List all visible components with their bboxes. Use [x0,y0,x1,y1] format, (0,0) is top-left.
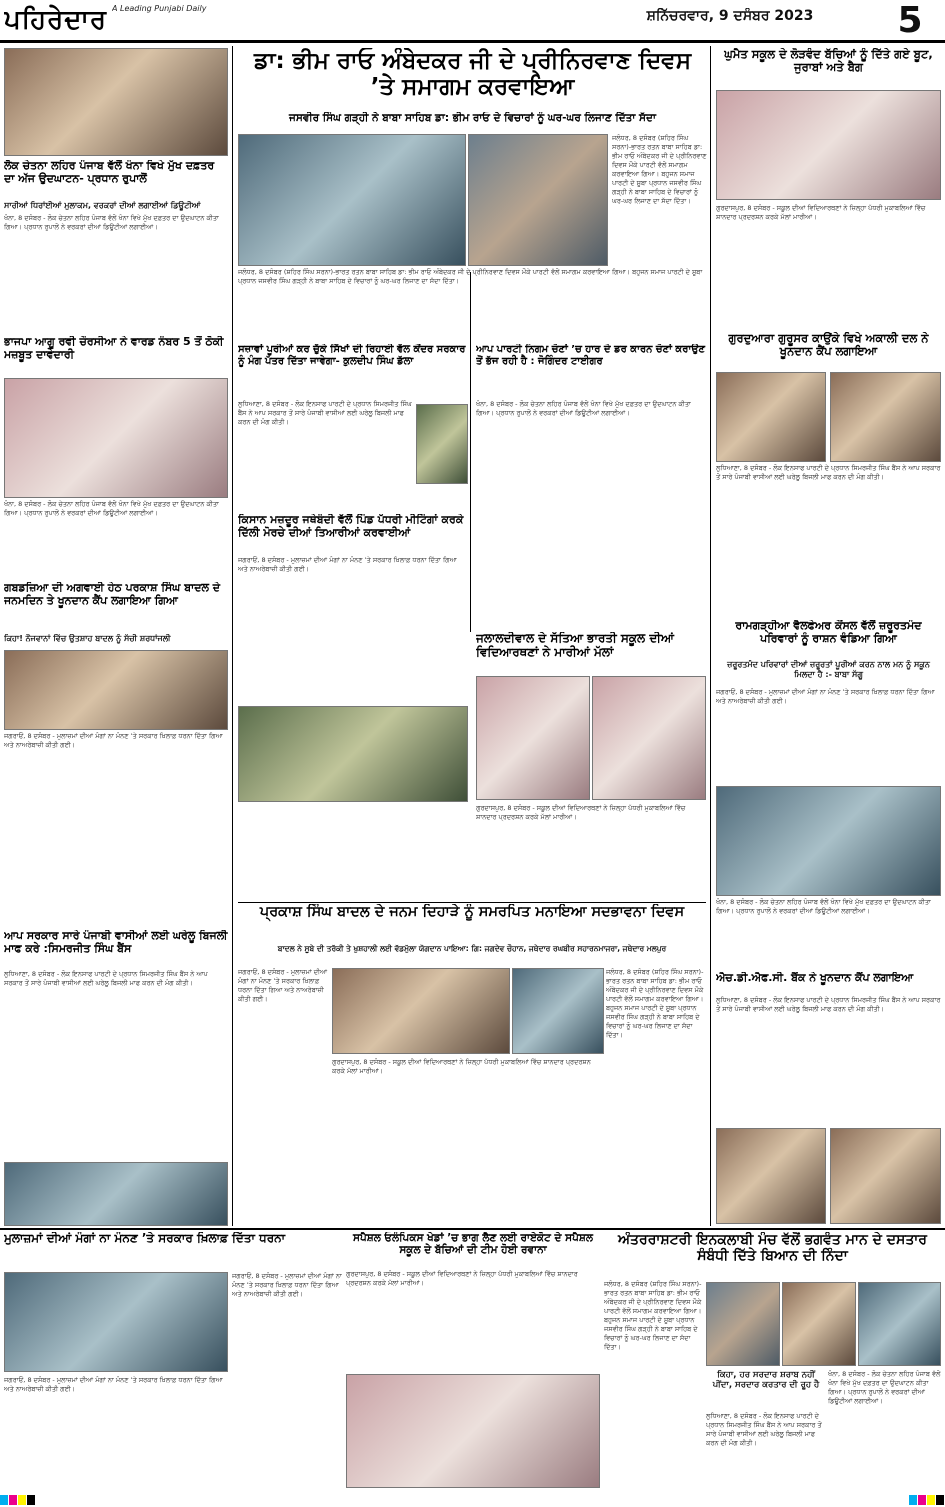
headline-kisan: ਕਿਸਾਨ ਮਜ਼ਦੂਰ ਜਥੇਬੰਦੀ ਵੱਲੋਂ ਪਿੰਡ ਪੱਧਰੀ ਮੀਟਿੰਗਾਂ ਕਰਕੇ ਦਿੱਲੀ ਮੋਰਚੇ ਦੀਆਂ ਤਿਆਰੀਆਂ ਕਰਵਾਈਆਂ [238,514,464,539]
color-swatches-left [0,1492,36,1507]
photo-blood-camp-badal [4,650,228,730]
issue-date: ਸ਼ਨਿੱਚਰਵਾਰ, 9 ਦਸੰਬਰ 2023 [646,8,814,24]
body-sadbhavna-1: ਜਗਰਾਓਂ, 8 ਦਸੰਬਰ - ਮੁਲਾਜ਼ਮਾਂ ਦੀਆਂ ਮੰਗਾਂ ਨਾ ਮੰਨਣ ’ਤੇ ਸਰਕਾਰ ਖ਼ਿਲਾਫ਼ ਧਰਨਾ ਦਿੱਤਾ ਗਿਆ ਅਤੇ ਨਾਅਰੇਬਾਜ਼ੀ ਕੀਤੀ ਗਈ। [238,968,328,1003]
color-swatches-right [909,1492,945,1507]
photo-bijli [4,1162,228,1226]
color-swatch [18,1495,26,1505]
photo-kisan-meeting [238,706,468,802]
subhead-lok-chetna: ਸਾਰੀਆਂ ਧਿਰਾਂਈਆਂ ਮੁਲਾਕਮ, ਵਰਕਰਾਂ ਦੀਆਂ ਲਗਾਈਆਂ ਡਿਊਟੀਆਂ [4,201,201,210]
body-jalaldiwal: ਗੁਰਦਾਸਪੁਰ, 8 ਦਸੰਬਰ - ਸਕੂਲ ਦੀਆਂ ਵਿਦਿਆਰਥਣਾਂ ਨੇ ਜ਼ਿਲ੍ਹਾ ਪੱਧਰੀ ਮੁਕਾਬਲਿਆਂ ਵਿੱਚ ਸ਼ਾਨਦਾਰ ਪ੍ਰਦਰਸ਼ਨ ਕਰਕੇ ਮੱਲਾਂ ਮਾਰੀਆਂ। [476,804,686,821]
body-blood-camp-badal: ਜਗਰਾਓਂ, 8 ਦਸੰਬਰ - ਮੁਲਾਜ਼ਮਾਂ ਦੀਆਂ ਮੰਗਾਂ ਨਾ ਮੰਨਣ ’ਤੇ ਸਰਕਾਰ ਖ਼ਿਲਾਫ਼ ਧਰਨਾ ਦਿੱਤਾ ਗਿਆ ਅਤੇ ਨਾਅਰੇਬਾਜ਼ੀ ਕੀਤੀ ਗਈ। [4,732,223,749]
body-special-olympics: ਗੁਰਦਾਸਪੁਰ, 8 ਦਸੰਬਰ - ਸਕੂਲ ਦੀਆਂ ਵਿਦਿਆਰਥਣਾਂ ਨੇ ਜ਼ਿਲ੍ਹਾ ਪੱਧਰੀ ਮੁਕਾਬਲਿਆਂ ਵਿੱਚ ਸ਼ਾਨਦਾਰ ਪ੍ਰਦਰਸ਼ਨ ਕਰਕੇ ਮੱਲਾਂ ਮਾਰੀਆਂ। [346,1270,578,1287]
color-swatch [927,1495,935,1505]
body-kisan: ਜਗਰਾਓਂ, 8 ਦਸੰਬਰ - ਮੁਲਾਜ਼ਮਾਂ ਦੀਆਂ ਮੰਗਾਂ ਨਾ ਮੰਨਣ ’ਤੇ ਸਰਕਾਰ ਖ਼ਿਲਾਫ਼ ਧਰਨਾ ਦਿੱਤਾ ਗਿਆ ਅਤੇ ਨਾਅਰੇਬਾਜ਼ੀ ਕੀਤੀ ਗਈ। [238,556,457,573]
body-bjp: ਖੰਨਾ, 8 ਦਸੰਬਰ - ਲੋਕ ਚੇਤਨਾ ਲਹਿਰ ਪੰਜਾਬ ਵੱਲੋਂ ਖੰਨਾ ਵਿਖੇ ਮੁੱਖ ਦਫ਼ਤਰ ਦਾ ਉਦਘਾਟਨ ਕੀਤਾ ਗਿਆ। ਪ੍ਰਧਾਨ ਰੁਪਾਲੋਂ ਨੇ ਵਰਕਰਾਂ ਦੀਆਂ ਡਿਊਟੀਆਂ ਲਗਾਈਆਂ। [4,500,219,517]
body-sadbhavna-2: ਜਲੰਧਰ, 8 ਦਸੰਬਰ (ਸ਼ਹਿਰ ਸਿੰਘ ਸਰਨਾ)-ਭਾਰਤ ਰਤਨ ਬਾਬਾ ਸਾਹਿਬ ਡਾ: ਭੀਮ ਰਾਓ ਅੰਬੇਦਕਰ ਜੀ ਦੇ ਪ੍ਰੀਨਿਰਵਾਣ ਦਿਵਸ ਮੌਕੇ ਪਾਰਟੀ ਵੱਲੋਂ ਸਮਾਗਮ ਕਰਵਾਇਆ ਗਿਆ। ਬਹੁਜਨ ਸਮਾਜ ਪਾਰਟੀ ਦੇ ਸੂਬਾ ਪ੍ਰਧਾਨ ਜਸਵੀਰ ਸਿੰਘ ਗੜ੍ਹੀ ਨੇ ਬਾਬਾ ਸਾਹਿਬ ਦੇ ਵਿਚਾਰਾਂ ਨੂੰ ਘਰ-ਘਰ ਲਿਜਾਣ ਦਾ ਸੱਦਾ ਦਿੱਤਾ। [606,968,704,1039]
headline-dharna: ਮੁਲਾਜ਼ਮਾਂ ਦੀਆਂ ਮੰਗਾਂ ਨਾ ਮੰਨਣ ’ਤੇ ਸਰਕਾਰ ਖ਼ਿਲਾਫ਼ ਦਿੱਤਾ ਧਰਨਾ [4,1232,286,1245]
body-tiger: ਖੰਨਾ, 8 ਦਸੰਬਰ - ਲੋਕ ਚੇਤਨਾ ਲਹਿਰ ਪੰਜਾਬ ਵੱਲੋਂ ਖੰਨਾ ਵਿਖੇ ਮੁੱਖ ਦਫ਼ਤਰ ਦਾ ਉਦਘਾਟਨ ਕੀਤਾ ਗਿਆ। ਪ੍ਰਧਾਨ ਰੁਪਾਲੋਂ ਨੇ ਵਰਕਰਾਂ ਦੀਆਂ ਡਿਊਟੀਆਂ ਲਗਾਈਆਂ। [476,400,691,417]
photo-ambedkar-event [238,134,466,266]
photo-ambedkar-stage [468,134,608,266]
subhead-sadbhavna: ਬਾਦਲ ਨੇ ਸੂਬੇ ਦੀ ਤਰੱਕੀ ਤੇ ਖੁਸ਼ਹਾਲੀ ਲਈ ਵੱਡਮੁੱਲਾ ਯੋਗਦਾਨ ਪਾਇਆ: ਗਿ: ਜਗਦੇਵ ਚੌਹਾਨ, ਜਥੇਦਾਰ ਰਘਬੀਰ ਸਹਾਰਨਮਾਜਰਾ, ਜਥੇਦਾਰ ਮਲਪੁਰ [277,944,667,953]
color-swatch [0,1495,8,1505]
masthead-rule [0,40,945,43]
bottom-rule [0,1228,945,1230]
headline-sikh-release: ਸਜ਼ਾਵਾਂ ਪੂਰੀਆਂ ਕਰ ਚੁੱਕੇ ਸਿੱਖਾਂ ਦੀ ਰਿਹਾਈ ਵੱਲ ਕੇਂਦਰ ਸਰਕਾਰ ਨੂੰ ਮੰਗ ਪੱਤਰ ਦਿੱਤਾ ਜਾਵੇਗਾ- ਕੁਲਦੀਪ ਸਿੰਘ ਡੱਲਾ [238,344,466,367]
photo-hdfc-2 [830,1128,941,1224]
headline-gurusar-kaunke: ਗੁਰਦੁਆਰਾ ਗੁਰੂਸਰ ਕਾਉਂਕੇ ਵਿਖੇ ਅਕਾਲੀ ਦਲ ਨੇ ਖੂਨਦਾਨ ਕੈਂਪ ਲਗਾਇਆ [728,332,929,359]
headline-ghumait-school: ਘੁਮੈਤ ਸਕੂਲ ਦੇ ਲੋੜਵੰਦ ਬੱਚਿਆਂ ਨੂੰ ਦਿੱਤੇ ਗਏ ਬੂਟ, ਜੁਰਾਬਾਂ ਅਤੇ ਬੈਗ [724,48,933,75]
photo-special-school [346,1374,600,1488]
headline-ramgarhia: ਰਾਮਗੜ੍ਹੀਆ ਵੈਲਫੇਅਰ ਕੌਂਸਲ ਵੱਲੋਂ ਜ਼ਰੂਰਤਮੰਦ ਪਰਿਵਾਰਾਂ ਨੂੰ ਰਾਸ਼ਨ ਵੰਡਿਆ ਗਿਆ [735,620,922,645]
photo-ramgarhia [716,786,941,896]
body-sadbhavna-3: ਗੁਰਦਾਸਪੁਰ, 8 ਦਸੰਬਰ - ਸਕੂਲ ਦੀਆਂ ਵਿਦਿਆਰਥਣਾਂ ਨੇ ਜ਼ਿਲ੍ਹਾ ਪੱਧਰੀ ਮੁਕਾਬਲਿਆਂ ਵਿੱਚ ਸ਼ਾਨਦਾਰ ਪ੍ਰਦਰਸ਼ਨ ਕਰਕੇ ਮੱਲਾਂ ਮਾਰੀਆਂ। [332,1058,591,1075]
body-dastar: ਜਲੰਧਰ, 8 ਦਸੰਬਰ (ਸ਼ਹਿਰ ਸਿੰਘ ਸਰਨਾ)-ਭਾਰਤ ਰਤਨ ਬਾਬਾ ਸਾਹਿਬ ਡਾ: ਭੀਮ ਰਾਓ ਅੰਬੇਦਕਰ ਜੀ ਦੇ ਪ੍ਰੀਨਿਰਵਾਣ ਦਿਵਸ ਮੌਕੇ ਪਾਰਟੀ ਵੱਲੋਂ ਸਮਾਗਮ ਕਰਵਾਇਆ ਗਿਆ। ਬਹੁਜਨ ਸਮਾਜ ਪਾਰਟੀ ਦੇ ਸੂਬਾ ਪ੍ਰਧਾਨ ਜਸਵੀਰ ਸਿੰਘ ਗੜ੍ਹੀ ਨੇ ਬਾਬਾ ਸਾਹਿਬ ਦੇ ਵਿਚਾਰਾਂ ਨੂੰ ਘਰ-ਘਰ ਲਿਜਾਣ ਦਾ ਸੱਦਾ ਦਿੱਤਾ। [604,1280,702,1351]
body-dastar-2: ਖੰਨਾ, 8 ਦਸੰਬਰ - ਲੋਕ ਚੇਤਨਾ ਲਹਿਰ ਪੰਜਾਬ ਵੱਲੋਂ ਖੰਨਾ ਵਿਖੇ ਮੁੱਖ ਦਫ਼ਤਰ ਦਾ ਉਦਘਾਟਨ ਕੀਤਾ ਗਿਆ। ਪ੍ਰਧਾਨ ਰੁਪਾਲੋਂ ਨੇ ਵਰਕਰਾਂ ਦੀਆਂ ਡਿਊਟੀਆਂ ਲਗਾਈਆਂ। [828,1370,941,1405]
headline-hdfc: ਐਚ.ਡੀ.ਐਫ.ਸੀ. ਬੈਂਕ ਨੇ ਖੂਨਦਾਨ ਕੈਂਪ ਲਗਾਇਆ [716,972,914,984]
body-ramgarhia-2: ਖੰਨਾ, 8 ਦਸੰਬਰ - ਲੋਕ ਚੇਤਨਾ ਲਹਿਰ ਪੰਜਾਬ ਵੱਲੋਂ ਖੰਨਾ ਵਿਖੇ ਮੁੱਖ ਦਫ਼ਤਰ ਦਾ ਉਦਘਾਟਨ ਕੀਤਾ ਗਿਆ। ਪ੍ਰਧਾਨ ਰੁਪਾਲੋਂ ਨੇ ਵਰਕਰਾਂ ਦੀਆਂ ਡਿਊਟੀਆਂ ਲਗਾਈਆਂ। [716,898,931,915]
subhead-blood-camp-badal: ਕਿਹਾ! ਨੌਜਵਾਨਾਂ ਵਿੱਚ ਉਤਸ਼ਾਹ ਬਾਦਲ ਨੂੰ ਸੱਚੀ ਸ਼ਰਧਾਂਜਲੀ [4,634,171,643]
headline-bijli-maaf: ਆਪ ਸਰਕਾਰ ਸਾਰੇ ਪੰਜਾਬੀ ਵਾਸੀਆਂ ਲਈ ਘਰੇਲੂ ਬਿਜਲੀ ਮਾਫ ਕਰੇ :ਸਿਮਰਜੀਤ ਸਿੰਘ ਬੈਂਸ [4,930,228,955]
photo-leader-1 [706,1282,780,1366]
headline-lok-chetna: ਲੋਕ ਚੇਤਨਾ ਲਹਿਰ ਪੰਜਾਬ ਵੱਲੋਂ ਖੰਨਾ ਵਿਖੇ ਮੁੱਖ ਦਫ਼ਤਰ ਦਾ ਅੱਜ ਉਦਘਾਟਨ- ਪ੍ਰਧਾਨ ਰੁਪਾਲੋਂ [4,160,215,185]
photo-sadbhavna-2 [512,968,604,1054]
photo-blood-camp-1 [716,372,826,462]
photo-student-2 [592,676,706,800]
body-dastar-3: ਲੁਧਿਆਣਾ, 8 ਦਸੰਬਰ - ਲੋਕ ਇਨਸਾਫ ਪਾਰਟੀ ਦੇ ਪ੍ਰਧਾਨ ਸਿਮਰਜੀਤ ਸਿੰਘ ਬੈਂਸ ਨੇ ਆਪ ਸਰਕਾਰ ਤੋਂ ਸਾਰੇ ਪੰਜਾਬੀ ਵਾਸੀਆਂ ਲਈ ਘਰੇਲੂ ਬਿਜਲੀ ਮਾਫ ਕਰਨ ਦੀ ਮੰਗ ਕੀਤੀ। [706,1412,822,1447]
print-registration-bar [0,1492,945,1507]
column-divider [710,46,711,1226]
photo-school-children [716,90,941,200]
photo-blood-camp-2 [830,372,941,462]
headline-dastar: ਅੰਤਰਰਾਸ਼ਟਰੀ ਇਨਕਲਾਬੀ ਮੰਚ ਵੱਲੋਂ ਭਗਵੰਤ ਮਾਨ ਦੇ ਦਸਤਾਰ ਸੰਬੰਧੀ ਦਿੱਤੇ ਬਿਆਨ ਦੀ ਨਿੰਦਾ [618,1232,927,1265]
color-swatch [9,1495,17,1505]
body-hdfc: ਲੁਧਿਆਣਾ, 8 ਦਸੰਬਰ - ਲੋਕ ਇਨਸਾਫ ਪਾਰਟੀ ਦੇ ਪ੍ਰਧਾਨ ਸਿਮਰਜੀਤ ਸਿੰਘ ਬੈਂਸ ਨੇ ਆਪ ਸਰਕਾਰ ਤੋਂ ਸਾਰੇ ਪੰਜਾਬੀ ਵਾਸੀਆਂ ਲਈ ਘਰੇਲੂ ਬਿਜਲੀ ਮਾਫ ਕਰਨ ਦੀ ਮੰਗ ਕੀਤੀ। [716,996,941,1013]
headline-ravi-chaurasia: ਭਾਜਪਾ ਆਗੂ ਰਵੀ ਚੌਰਸੀਆ ਨੇ ਵਾਰਡ ਨੰਬਰ 5 ਤੋਂ ਠੋਕੀ ਮਜ਼ਬੂਤ ਦਾਵੇਦਾਰੀ [4,336,224,361]
subhead-ambedkar: ਜਸਵੀਰ ਸਿੰਘ ਗੜ੍ਹੀ ਨੇ ਬਾਬਾ ਸਾਹਿਬ ਡਾ: ਭੀਮ ਰਾਓ ਦੇ ਵਿਚਾਰਾਂ ਨੂੰ ਘਰ-ਘਰ ਲਿਜਾਣ ਦਿੱਤਾ ਸੱਦਾ [289,112,656,124]
headline-blood-camp-badal: ਗਬਡਜ਼ਿਆ ਦੀ ਅਗਵਾਈ ਹੇਠ ਪਰਕਾਸ਼ ਸਿੰਘ ਬਾਦਲ ਦੇ ਜਨਮਦਿਨ ਤੇ ਖੂਨਦਾਨ ਕੈਂਪ ਲਗਾਇਆ ਗਿਆ [4,582,221,607]
photo-sadbhavna-1 [332,968,510,1054]
photo-lok-chetna [4,48,228,156]
body-ambedkar: ਜਲੰਧਰ, 8 ਦਸੰਬਰ (ਸ਼ਹਿਰ ਸਿੰਘ ਸਰਨਾ)-ਭਾਰਤ ਰਤਨ ਬਾਬਾ ਸਾਹਿਬ ਡਾ: ਭੀਮ ਰਾਓ ਅੰਬੇਦਕਰ ਜੀ ਦੇ ਪ੍ਰੀਨਿਰਵਾਣ ਦਿਵਸ ਮੌਕੇ ਪਾਰਟੀ ਵੱਲੋਂ ਸਮਾਗਮ ਕਰਵਾਇਆ ਗਿਆ। ਬਹੁਜਨ ਸਮਾਜ ਪਾਰਟੀ ਦੇ ਸੂਬਾ ਪ੍ਰਧਾਨ ਜਸਵੀਰ ਸਿੰਘ ਗੜ੍ਹੀ ਨੇ ਬਾਬਾ ਸਾਹਿਬ ਦੇ ਵਿਚਾਰਾਂ ਨੂੰ ਘਰ-ਘਰ ਲਿਜਾਣ ਦਾ ਸੱਦਾ ਦਿੱਤਾ। [238,268,703,285]
body-ghumait-school: ਗੁਰਦਾਸਪੁਰ, 8 ਦਸੰਬਰ - ਸਕੂਲ ਦੀਆਂ ਵਿਦਿਆਰਥਣਾਂ ਨੇ ਜ਼ਿਲ੍ਹਾ ਪੱਧਰੀ ਮੁਕਾਬਲਿਆਂ ਵਿੱਚ ਸ਼ਾਨਦਾਰ ਪ੍ਰਦਰਸ਼ਨ ਕਰਕੇ ਮੱਲਾਂ ਮਾਰੀਆਂ। [716,204,926,221]
photo-leader-3 [858,1282,941,1366]
photo-dharna [4,1272,228,1372]
headline-ambedkar: ਡਾ: ਭੀਮ ਰਾਓ ਅੰਬੇਦਕਰ ਜੀ ਦੇ ਪ੍ਰੀਨਿਰਵਾਣ ਦਿਵਸ ’ਤੇ ਸਮਾਗਮ ਕਰਵਾਇਆ [253,48,692,101]
body-ambedkar-right: ਜਲੰਧਰ, 8 ਦਸੰਬਰ (ਸ਼ਹਿਰ ਸਿੰਘ ਸਰਨਾ)-ਭਾਰਤ ਰਤਨ ਬਾਬਾ ਸਾਹਿਬ ਡਾ: ਭੀਮ ਰਾਓ ਅੰਬੇਦਕਰ ਜੀ ਦੇ ਪ੍ਰੀਨਿਰਵਾਣ ਦਿਵਸ ਮੌਕੇ ਪਾਰਟੀ ਵੱਲੋਂ ਸਮਾਗਮ ਕਰਵਾਇਆ ਗਿਆ। ਬਹੁਜਨ ਸਮਾਜ ਪਾਰਟੀ ਦੇ ਸੂਬਾ ਪ੍ਰਧਾਨ ਜਸਵੀਰ ਸਿੰਘ ਗੜ੍ਹੀ ਨੇ ਬਾਬਾ ਸਾਹਿਬ ਦੇ ਵਿਚਾਰਾਂ ਨੂੰ ਘਰ-ਘਰ ਲਿਜਾਣ ਦਾ ਸੱਦਾ ਦਿੱਤਾ। [612,134,707,205]
masthead-logo: ਪਹਿਰੇਦਾਰ [4,5,107,35]
quote-dastar: ਕਿਹਾ, ਹਰ ਸਰਦਾਰ ਸ਼ਰਾਬ ਨਹੀਂ ਪੀਂਦਾ, ਸਰਦਾਰ ਕਰਤਾਰ ਦੀ ਰੂਹ ਹੈ [712,1370,820,1390]
photo-student-1 [476,676,590,800]
page-number: 5 [897,0,923,40]
photo-bjp-leader [4,378,228,498]
body-gurusar: ਲੁਧਿਆਣਾ, 8 ਦਸੰਬਰ - ਲੋਕ ਇਨਸਾਫ ਪਾਰਟੀ ਦੇ ਪ੍ਰਧਾਨ ਸਿਮਰਜੀਤ ਸਿੰਘ ਬੈਂਸ ਨੇ ਆਪ ਸਰਕਾਰ ਤੋਂ ਸਾਰੇ ਪੰਜਾਬੀ ਵਾਸੀਆਂ ਲਈ ਘਰੇਲੂ ਬਿਜਲੀ ਮਾਫ ਕਰਨ ਦੀ ਮੰਗ ਕੀਤੀ। [716,464,941,481]
color-swatch [918,1495,926,1505]
photo-kuldeep-dalla [416,404,468,484]
color-swatch [909,1495,917,1505]
section-rule [238,902,706,903]
photo-leader-2 [782,1282,856,1366]
body-dharna-2: ਜਗਰਾਓਂ, 8 ਦਸੰਬਰ - ਮੁਲਾਜ਼ਮਾਂ ਦੀਆਂ ਮੰਗਾਂ ਨਾ ਮੰਨਣ ’ਤੇ ਸਰਕਾਰ ਖ਼ਿਲਾਫ਼ ਧਰਨਾ ਦਿੱਤਾ ਗਿਆ ਅਤੇ ਨਾਅਰੇਬਾਜ਼ੀ ਕੀਤੀ ਗਈ। [232,1272,342,1298]
headline-special-olympics: ਸਪੈਸ਼ਲ ਓਲੰਪਿਕਸ ਖੇਡਾਂ ’ਚ ਭਾਗ ਲੈਣ ਲਈ ਰਾਏਕੋਟ ਦੇ ਸਪੈਸ਼ਲ ਸਕੂਲ ਦੇ ਬੱਚਿਆਂ ਦੀ ਟੀਮ ਹੋਈ ਰਵਾਨਾ [353,1232,593,1257]
headline-jalaldiwal-school: ਜਲਾਲਦੀਵਾਲ ਦੇ ਸੱਤਿਆ ਭਾਰਤੀ ਸਕੂਲ ਦੀਆਂ ਵਿਦਿਆਰਥਣਾਂ ਨੇ ਮਾਰੀਆਂ ਮੱਲਾਂ [476,632,674,659]
masthead-tagline: A Leading Punjabi Daily [112,4,207,13]
column-divider [232,46,233,1226]
color-swatch [936,1495,944,1505]
body-lok-chetna: ਖੰਨਾ, 8 ਦਸੰਬਰ - ਲੋਕ ਚੇਤਨਾ ਲਹਿਰ ਪੰਜਾਬ ਵੱਲੋਂ ਖੰਨਾ ਵਿਖੇ ਮੁੱਖ ਦਫ਼ਤਰ ਦਾ ਉਦਘਾਟਨ ਕੀਤਾ ਗਿਆ। ਪ੍ਰਧਾਨ ਰੁਪਾਲੋਂ ਨੇ ਵਰਕਰਾਂ ਦੀਆਂ ਡਿਊਟੀਆਂ ਲਗਾਈਆਂ। [4,214,219,231]
headline-sadbhavna: ਪ੍ਰਕਾਸ਼ ਸਿੰਘ ਬਾਦਲ ਦੇ ਜਨਮ ਦਿਹਾੜੇ ਨੂੰ ਸਮਰਪਿਤ ਮਨਾਇਆ ਸਦਭਾਵਨਾ ਦਿਵਸ [259,904,685,920]
body-ramgarhia: ਜਗਰਾਓਂ, 8 ਦਸੰਬਰ - ਮੁਲਾਜ਼ਮਾਂ ਦੀਆਂ ਮੰਗਾਂ ਨਾ ਮੰਨਣ ’ਤੇ ਸਰਕਾਰ ਖ਼ਿਲਾਫ਼ ਧਰਨਾ ਦਿੱਤਾ ਗਿਆ ਅਤੇ ਨਾਅਰੇਬਾਜ਼ੀ ਕੀਤੀ ਗਈ। [716,688,935,705]
color-swatch [27,1495,35,1505]
photo-hdfc-1 [716,1128,826,1224]
body-sikh-release: ਲੁਧਿਆਣਾ, 8 ਦਸੰਬਰ - ਲੋਕ ਇਨਸਾਫ ਪਾਰਟੀ ਦੇ ਪ੍ਰਧਾਨ ਸਿਮਰਜੀਤ ਸਿੰਘ ਬੈਂਸ ਨੇ ਆਪ ਸਰਕਾਰ ਤੋਂ ਸਾਰੇ ਪੰਜਾਬੀ ਵਾਸੀਆਂ ਲਈ ਘਰੇਲੂ ਬਿਜਲੀ ਮਾਫ ਕਰਨ ਦੀ ਮੰਗ ਕੀਤੀ। [238,400,412,426]
headline-tiger: ਆਪ ਪਾਰਟੀ ਨਿਗਮ ਚੋਣਾਂ ’ਚ ਹਾਰ ਦੇ ਡਰ ਕਾਰਨ ਚੋਣਾਂ ਕਰਾਉਣ ਤੋਂ ਭੱਜ ਰਹੀ ਹੈ : ਜੋਗਿੰਦਰ ਟਾਈਗਰ [476,344,706,367]
body-dharna: ਜਗਰਾਓਂ, 8 ਦਸੰਬਰ - ਮੁਲਾਜ਼ਮਾਂ ਦੀਆਂ ਮੰਗਾਂ ਨਾ ਮੰਨਣ ’ਤੇ ਸਰਕਾਰ ਖ਼ਿਲਾਫ਼ ਧਰਨਾ ਦਿੱਤਾ ਗਿਆ ਅਤੇ ਨਾਅਰੇਬਾਜ਼ੀ ਕੀਤੀ ਗਈ। [4,1376,223,1393]
body-bijli-maaf: ਲੁਧਿਆਣਾ, 8 ਦਸੰਬਰ - ਲੋਕ ਇਨਸਾਫ ਪਾਰਟੀ ਦੇ ਪ੍ਰਧਾਨ ਸਿਮਰਜੀਤ ਸਿੰਘ ਬੈਂਸ ਨੇ ਆਪ ਸਰਕਾਰ ਤੋਂ ਸਾਰੇ ਪੰਜਾਬੀ ਵਾਸੀਆਂ ਲਈ ਘਰੇਲੂ ਬਿਜਲੀ ਮਾਫ ਕਰਨ ਦੀ ਮੰਗ ਕੀਤੀ। [4,970,208,987]
subhead-ramgarhia: ਜ਼ਰੂਰਤਮੰਦ ਪਰਿਵਾਰਾਂ ਦੀਆਂ ਜ਼ਰੂਰਤਾਂ ਪੂਰੀਆਂ ਕਰਨ ਨਾਲ ਮਨ ਨੂੰ ਸਕੂਨ ਮਿਲਦਾ ਹੈ :- ਬਾਬਾ ਸੱਗੂ [727,660,930,679]
